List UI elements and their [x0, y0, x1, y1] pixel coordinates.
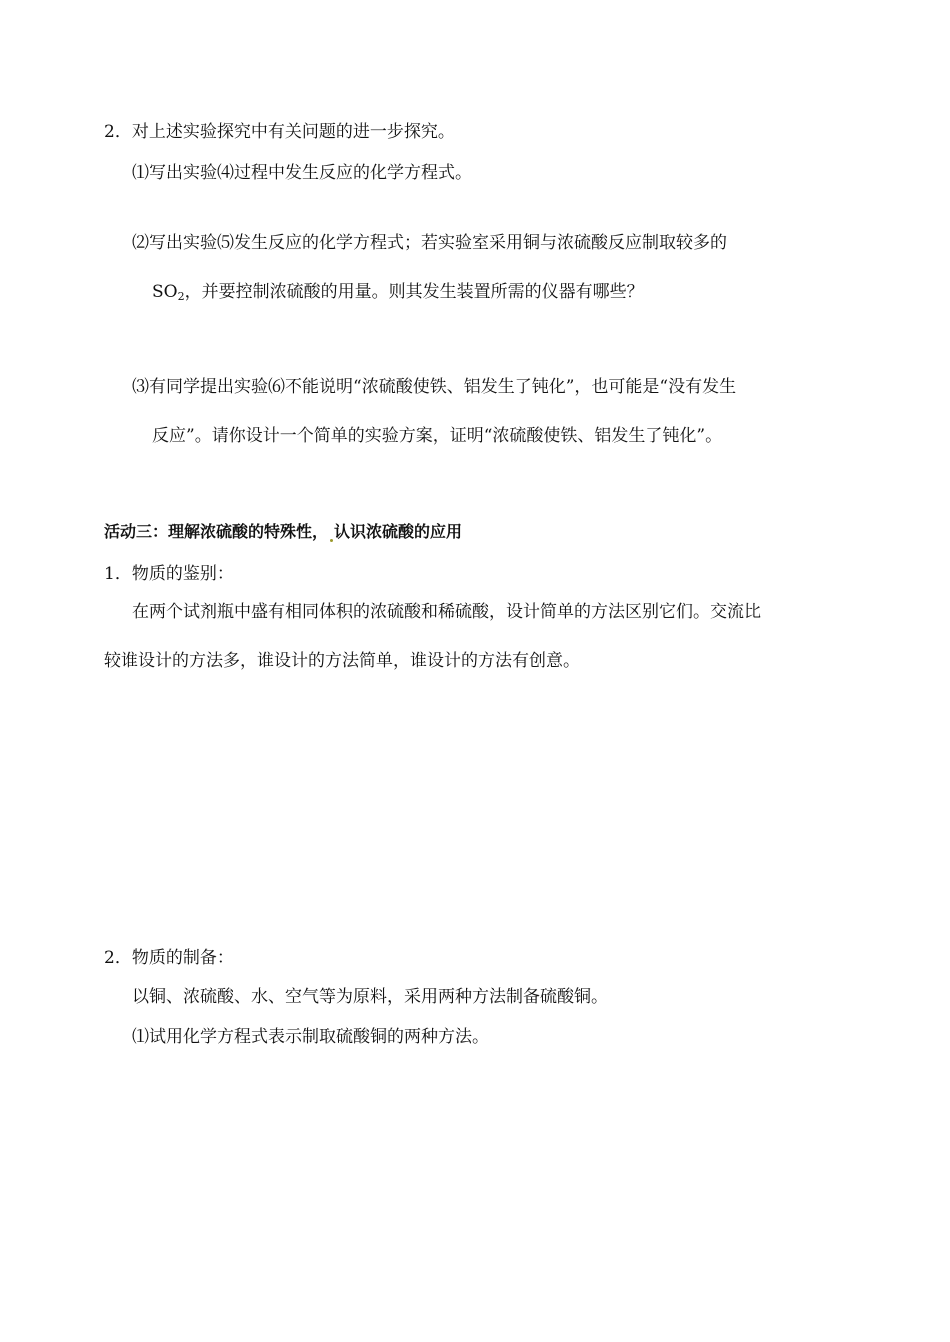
question-2-line-1: ⑵写出实验⑸发生反应的化学方程式；若实验室采用铜与浓硫酸反应制取较多的: [132, 233, 727, 253]
so2-formula-subscript: 2: [177, 290, 185, 303]
so2-formula-base: SO: [152, 282, 178, 302]
activity-3-title-part-2: 认识浓硫酸的应用: [334, 522, 463, 541]
stray-dot-mark: [330, 539, 333, 542]
item-1-heading: 1．物质的鉴别：: [104, 564, 234, 584]
item-2-question-1: ⑴试用化学方程式表示制取硫酸铜的两种方法。: [132, 1027, 489, 1047]
question-3-line-2: 反应”。请你设计一个简单的实验方案，证明“浓硫酸使铁、铝发生了钝化”。: [152, 426, 723, 446]
question-3-line-1: ⑶有同学提出实验⑹不能说明“浓硫酸使铁、铝发生了钝化”，也可能是“没有发生: [132, 377, 737, 397]
item-1-line-1: 在两个试剂瓶中盛有相同体积的浓硫酸和稀硫酸，设计简单的方法区别它们。交流比: [132, 602, 761, 622]
section-2-heading: 2．对上述实验探究中有关问题的进一步探究。: [104, 122, 455, 142]
question-1: ⑴写出实验⑷过程中发生反应的化学方程式。: [132, 163, 472, 183]
item-1-line-2: 较谁设计的方法多，谁设计的方法简单，谁设计的方法有创意。: [104, 651, 580, 671]
activity-3-title: [104, 521, 462, 543]
question-2-line-2-text: ，并要控制浓硫酸的用量。则其发生装置所需的仪器有哪些？: [184, 282, 644, 302]
item-2-line-1: 以铜、浓硫酸、水、空气等为原料，采用两种方法制备硫酸铜。: [132, 987, 608, 1007]
activity-3-title-part-1: 活动三：理解浓硫酸的特殊性，: [104, 522, 329, 541]
item-2-heading: 2．物质的制备：: [104, 948, 234, 968]
question-2-line-2: [152, 281, 644, 308]
